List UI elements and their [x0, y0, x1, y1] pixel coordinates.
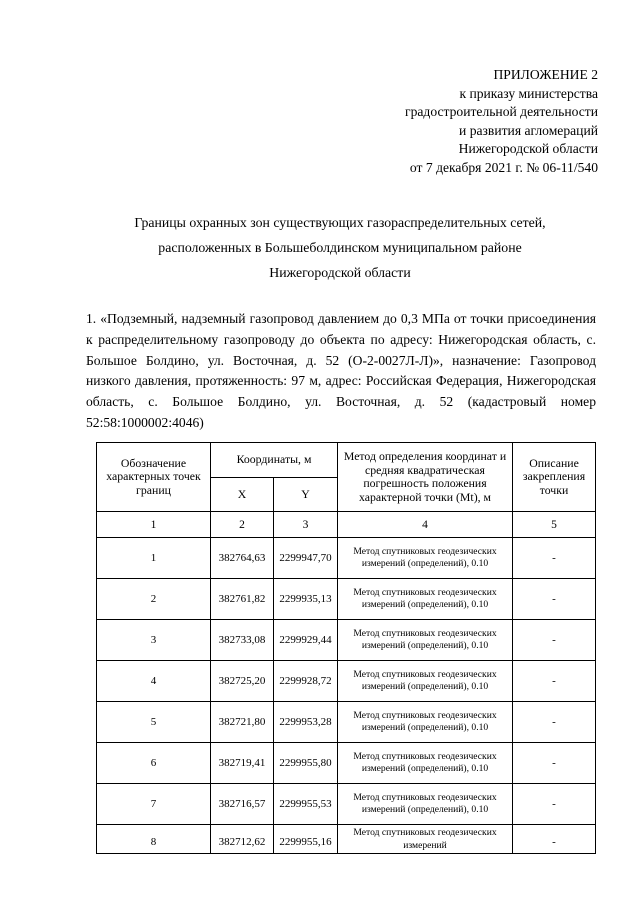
description-cell: -	[513, 743, 596, 784]
method-cell: Метод спутниковых геодезических измерений (определений), 0.10	[338, 538, 513, 579]
method-cell: Метод спутниковых геодезических измерений (определений), 0.10	[338, 784, 513, 825]
x-coordinate-cell: 382733,08	[211, 620, 274, 661]
description-cell: -	[513, 579, 596, 620]
y-coordinate-cell: 2299929,44	[274, 620, 338, 661]
x-coordinate-cell: 382712,62	[211, 825, 274, 854]
point-number-cell: 5	[97, 702, 211, 743]
point-number-cell: 3	[97, 620, 211, 661]
method-cell: Метод спутниковых геодезических измерений (определений), 0.10	[338, 661, 513, 702]
appendix-line: и развития агломераций	[459, 122, 598, 138]
column-number: 5	[513, 512, 596, 538]
x-coordinate-cell: 382716,57	[211, 784, 274, 825]
y-coordinate-cell: 2299947,70	[274, 538, 338, 579]
point-number-cell: 2	[97, 579, 211, 620]
method-cell: Метод спутниковых геодезических измерений (определений), 0.10	[338, 743, 513, 784]
point-number-cell: 6	[97, 743, 211, 784]
title-line: Границы охранных зон существующих газораспределительных сетей,	[134, 215, 546, 230]
column-number: 3	[274, 512, 338, 538]
appendix-title: ПРИЛОЖЕНИЕ 2	[493, 67, 598, 82]
table-row	[97, 620, 596, 661]
column-number: 2	[211, 512, 274, 538]
description-cell: -	[513, 784, 596, 825]
method-cell: Метод спутниковых геодезических измерений (определений), 0.10	[338, 620, 513, 661]
header-method: Метод определения координат и средняя квадратическая погрешность положения характерной точки (Mt), м	[338, 443, 513, 512]
table-header-row	[97, 443, 596, 478]
header-point-designation: Обозначение характерных точек границ	[97, 443, 211, 512]
x-coordinate-cell: 382719,41	[211, 743, 274, 784]
point-number-cell: 4	[97, 661, 211, 702]
title-line: расположенных в Большеболдинском муниципальном районе	[158, 240, 522, 255]
table-row	[97, 579, 596, 620]
method-cell: Метод спутниковых геодезических измерений (определений), 0.10	[338, 702, 513, 743]
x-coordinate-cell: 382761,82	[211, 579, 274, 620]
table-row	[97, 784, 596, 825]
point-number-cell: 1	[97, 538, 211, 579]
table-row	[97, 702, 596, 743]
y-coordinate-cell: 2299955,80	[274, 743, 338, 784]
y-coordinate-cell: 2299955,53	[274, 784, 338, 825]
column-number: 1	[97, 512, 211, 538]
column-number: 4	[338, 512, 513, 538]
header-x: X	[211, 478, 274, 512]
description-cell: -	[513, 538, 596, 579]
table-row	[97, 743, 596, 784]
x-coordinate-cell: 382721,80	[211, 702, 274, 743]
appendix-line: градостроительной деятельности	[405, 104, 598, 119]
appendix-date-line: от 7 декабря 2021 г. № 06-11/540	[409, 159, 598, 175]
description-cell: -	[513, 620, 596, 661]
header-y: Y	[274, 478, 338, 512]
y-coordinate-cell: 2299935,13	[274, 579, 338, 620]
title-line: Нижегородской области	[269, 265, 411, 280]
appendix-line: Нижегородской области	[458, 141, 598, 156]
table-row	[97, 538, 596, 579]
table-row-partial	[97, 825, 596, 854]
table-row	[97, 661, 596, 702]
method-cell: Метод спутниковых геодезических измерений (определений), 0.10	[338, 579, 513, 620]
document-title	[60, 210, 620, 285]
description-cell: -	[513, 661, 596, 702]
point-number-cell: 7	[97, 784, 211, 825]
coordinates-table	[96, 442, 596, 854]
y-coordinate-cell: 2299955,16	[274, 825, 338, 854]
y-coordinate-cell: 2299928,72	[274, 661, 338, 702]
object-description: 1. «Подземный, надземный газопровод давлением до 0,3 МПа от точки присоединения к распределительному газопроводу до объекта по адресу: Нижегородская область, с. Большое Болдино, ул. Восточная, д. 52 (О-2-0027Л-Л)», назначение: Газопровод низкого давления, протяженность: 97 м, адрес: Российская Федерация, Нижегородская область, с. Большое Болдино, ул. Восточная, д. 52 (кадастровый номер 52:58:1000002:4046)	[86, 311, 596, 430]
point-number-cell: 8	[97, 825, 211, 854]
y-coordinate-cell: 2299953,28	[274, 702, 338, 743]
column-number-row	[97, 512, 596, 538]
header-coordinates: Координаты, м	[211, 443, 338, 478]
x-coordinate-cell: 382725,20	[211, 661, 274, 702]
header-description: Описание закрепления точки	[513, 443, 596, 512]
appendix-header	[405, 66, 598, 177]
description-cell: -	[513, 702, 596, 743]
appendix-line: к приказу министерства	[459, 85, 598, 101]
description-cell: -	[513, 825, 596, 854]
method-cell: Метод спутниковых геодезических измерений	[338, 825, 513, 854]
x-coordinate-cell: 382764,63	[211, 538, 274, 579]
